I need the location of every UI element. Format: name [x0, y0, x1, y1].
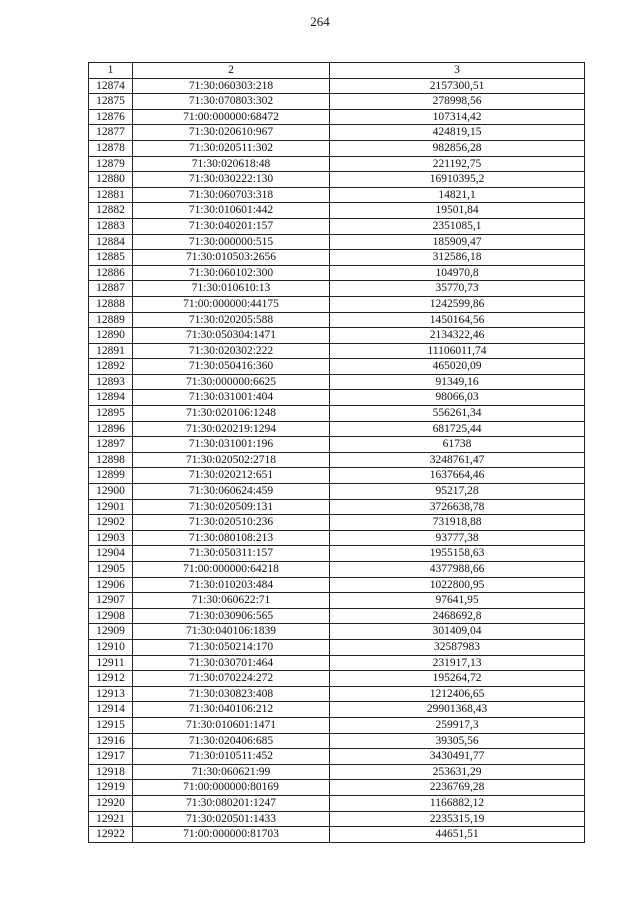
value-cell: 1450164,56 [330, 312, 585, 328]
table-row [89, 109, 585, 125]
row-number-cell: 12900 [89, 484, 133, 500]
table-row [89, 499, 585, 515]
row-number-cell: 12879 [89, 156, 133, 172]
table-row [89, 468, 585, 484]
value-cell: 301409,04 [330, 624, 585, 640]
row-number-cell: 12913 [89, 686, 133, 702]
cadastral-number-cell: 71:30:000000:515 [133, 234, 330, 250]
row-number-cell: 12875 [89, 94, 133, 110]
value-cell: 3430491,77 [330, 749, 585, 765]
row-number-cell: 12894 [89, 390, 133, 406]
cadastral-number-cell: 71:30:040106:1839 [133, 624, 330, 640]
row-number-cell: 12909 [89, 624, 133, 640]
cadastral-number-cell: 71:30:031001:196 [133, 437, 330, 453]
table-row [89, 686, 585, 702]
cadastral-number-cell: 71:30:030222:130 [133, 172, 330, 188]
cadastral-number-cell: 71:30:030701:464 [133, 655, 330, 671]
table-row [89, 593, 585, 609]
cadastral-number-cell: 71:30:070803:302 [133, 94, 330, 110]
table-row [89, 624, 585, 640]
column-header-cadastral-number: 2 [133, 63, 330, 79]
cadastral-number-cell: 71:00:000000:80169 [133, 780, 330, 796]
table-row [89, 717, 585, 733]
value-cell: 2351085,1 [330, 218, 585, 234]
table-row [89, 702, 585, 718]
row-number-cell: 12895 [89, 406, 133, 422]
value-cell: 731918,88 [330, 515, 585, 531]
row-number-cell: 12896 [89, 421, 133, 437]
cadastral-number-cell: 71:30:060621:99 [133, 764, 330, 780]
cadastral-number-cell: 71:30:060624:459 [133, 484, 330, 500]
value-cell: 16910395,2 [330, 172, 585, 188]
table-row [89, 577, 585, 593]
value-cell: 1637664,46 [330, 468, 585, 484]
value-cell: 1166882,12 [330, 795, 585, 811]
value-cell: 14821,1 [330, 187, 585, 203]
row-number-cell: 12920 [89, 795, 133, 811]
value-cell: 253631,29 [330, 764, 585, 780]
value-cell: 93777,38 [330, 530, 585, 546]
table-row [89, 811, 585, 827]
value-cell: 231917,13 [330, 655, 585, 671]
cadastral-value-table [88, 62, 585, 843]
cadastral-number-cell: 71:30:010610:13 [133, 281, 330, 297]
row-number-cell: 12882 [89, 203, 133, 219]
cadastral-number-cell: 71:30:010203:484 [133, 577, 330, 593]
value-cell: 2236769,28 [330, 780, 585, 796]
value-cell: 3726638,78 [330, 499, 585, 515]
value-cell: 681725,44 [330, 421, 585, 437]
value-cell: 424819,15 [330, 125, 585, 141]
page-number: 264 [310, 14, 330, 29]
value-cell: 95217,28 [330, 484, 585, 500]
value-cell: 1242599,86 [330, 296, 585, 312]
value-cell: 259917,3 [330, 717, 585, 733]
table-row [89, 359, 585, 375]
table-row [89, 172, 585, 188]
row-number-cell: 12883 [89, 218, 133, 234]
cadastral-number-cell: 71:30:020205:588 [133, 312, 330, 328]
cadastral-number-cell: 71:30:010601:442 [133, 203, 330, 219]
value-cell: 2468692,8 [330, 608, 585, 624]
cadastral-number-cell: 71:30:060703:318 [133, 187, 330, 203]
value-cell: 97641,95 [330, 593, 585, 609]
row-number-cell: 12918 [89, 764, 133, 780]
value-cell: 1022800,95 [330, 577, 585, 593]
value-cell: 98066,03 [330, 390, 585, 406]
row-number-cell: 12889 [89, 312, 133, 328]
row-number-cell: 12885 [89, 250, 133, 266]
row-number-cell: 12914 [89, 702, 133, 718]
row-number-cell: 12892 [89, 359, 133, 375]
cadastral-number-cell: 71:30:020212:651 [133, 468, 330, 484]
row-number-cell: 12876 [89, 109, 133, 125]
row-number-cell: 12877 [89, 125, 133, 141]
table-row [89, 250, 585, 266]
row-number-cell: 12921 [89, 811, 133, 827]
table-row [89, 390, 585, 406]
value-cell: 44651,51 [330, 827, 585, 843]
cadastral-number-cell: 71:30:040106:212 [133, 702, 330, 718]
row-number-cell: 12898 [89, 452, 133, 468]
row-number-cell: 12910 [89, 639, 133, 655]
value-cell: 91349,16 [330, 374, 585, 390]
row-number-cell: 12902 [89, 515, 133, 531]
header-row [89, 63, 585, 79]
cadastral-number-cell: 71:30:020510:236 [133, 515, 330, 531]
row-number-cell: 12906 [89, 577, 133, 593]
table-row [89, 328, 585, 344]
cadastral-number-cell: 71:30:040201:157 [133, 218, 330, 234]
table-row [89, 218, 585, 234]
cadastral-number-cell: 71:30:080201:1247 [133, 795, 330, 811]
value-cell: 2157300,51 [330, 78, 585, 94]
cadastral-number-cell: 71:30:010601:1471 [133, 717, 330, 733]
value-cell: 221192,75 [330, 156, 585, 172]
cadastral-number-cell: 71:30:020511:302 [133, 140, 330, 156]
table-row [89, 608, 585, 624]
row-number-cell: 12905 [89, 562, 133, 578]
value-cell: 4377988,66 [330, 562, 585, 578]
value-cell: 29901368,43 [330, 702, 585, 718]
value-cell: 61738 [330, 437, 585, 453]
table-row [89, 749, 585, 765]
value-cell: 556261,34 [330, 406, 585, 422]
column-header-number: 1 [89, 63, 133, 79]
table-row [89, 374, 585, 390]
table-body [89, 78, 585, 842]
table-row [89, 234, 585, 250]
value-cell: 195264,72 [330, 671, 585, 687]
row-number-cell: 12899 [89, 468, 133, 484]
value-cell: 982856,28 [330, 140, 585, 156]
table-row [89, 156, 585, 172]
cadastral-number-cell: 71:30:020106:1248 [133, 406, 330, 422]
cadastral-number-cell: 71:30:050304:1471 [133, 328, 330, 344]
table-header [89, 63, 585, 79]
table-row [89, 733, 585, 749]
value-cell: 2134322,46 [330, 328, 585, 344]
row-number-cell: 12884 [89, 234, 133, 250]
row-number-cell: 12901 [89, 499, 133, 515]
cadastral-number-cell: 71:30:030906:565 [133, 608, 330, 624]
cadastral-number-cell: 71:30:020501:1433 [133, 811, 330, 827]
row-number-cell: 12911 [89, 655, 133, 671]
cadastral-number-cell: 71:30:020302:222 [133, 343, 330, 359]
row-number-cell: 12890 [89, 328, 133, 344]
table-row [89, 562, 585, 578]
table-row [89, 795, 585, 811]
cadastral-number-cell: 71:30:031001:404 [133, 390, 330, 406]
row-number-cell: 12916 [89, 733, 133, 749]
value-cell: 1955158,63 [330, 546, 585, 562]
cadastral-number-cell: 71:30:020219:1294 [133, 421, 330, 437]
cadastral-number-cell: 71:00:000000:81703 [133, 827, 330, 843]
table-row [89, 94, 585, 110]
cadastral-number-cell: 71:30:070224:272 [133, 671, 330, 687]
row-number-cell: 12878 [89, 140, 133, 156]
table-row [89, 655, 585, 671]
cadastral-number-cell: 71:30:060303:218 [133, 78, 330, 94]
row-number-cell: 12886 [89, 265, 133, 281]
row-number-cell: 12888 [89, 296, 133, 312]
table-row [89, 764, 585, 780]
row-number-cell: 12922 [89, 827, 133, 843]
table-row [89, 203, 585, 219]
cadastral-number-cell: 71:00:000000:64218 [133, 562, 330, 578]
table-row [89, 140, 585, 156]
cadastral-number-cell: 71:30:080108:213 [133, 530, 330, 546]
column-header-value: 3 [330, 63, 585, 79]
row-number-cell: 12908 [89, 608, 133, 624]
cadastral-number-cell: 71:30:020502:2718 [133, 452, 330, 468]
row-number-cell: 12897 [89, 437, 133, 453]
table-row [89, 780, 585, 796]
value-cell: 1212406,65 [330, 686, 585, 702]
table-row [89, 452, 585, 468]
table-row [89, 671, 585, 687]
cadastral-number-cell: 71:30:060622:71 [133, 593, 330, 609]
cadastral-number-cell: 71:30:020610:967 [133, 125, 330, 141]
value-cell: 185909,47 [330, 234, 585, 250]
table-row [89, 639, 585, 655]
table-row [89, 515, 585, 531]
value-cell: 19501,84 [330, 203, 585, 219]
table-row [89, 187, 585, 203]
row-number-cell: 12887 [89, 281, 133, 297]
value-cell: 465020,09 [330, 359, 585, 375]
table-row [89, 421, 585, 437]
cadastral-number-cell: 71:30:030823:408 [133, 686, 330, 702]
value-cell: 3248761,47 [330, 452, 585, 468]
value-cell: 2235315,19 [330, 811, 585, 827]
cadastral-number-cell: 71:30:020618:48 [133, 156, 330, 172]
cadastral-number-cell: 71:30:020406:685 [133, 733, 330, 749]
row-number-cell: 12891 [89, 343, 133, 359]
cadastral-number-cell: 71:30:020509:131 [133, 499, 330, 515]
value-cell: 278998,56 [330, 94, 585, 110]
row-number-cell: 12893 [89, 374, 133, 390]
value-cell: 32587983 [330, 639, 585, 655]
value-cell: 104970,8 [330, 265, 585, 281]
table-row [89, 406, 585, 422]
row-number-cell: 12874 [89, 78, 133, 94]
cadastral-number-cell: 71:00:000000:44175 [133, 296, 330, 312]
row-number-cell: 12880 [89, 172, 133, 188]
table-row [89, 530, 585, 546]
table-row [89, 484, 585, 500]
cadastral-number-cell: 71:30:060102:300 [133, 265, 330, 281]
row-number-cell: 12919 [89, 780, 133, 796]
cadastral-number-cell: 71:30:050311:157 [133, 546, 330, 562]
table-row [89, 296, 585, 312]
table-row [89, 265, 585, 281]
row-number-cell: 12907 [89, 593, 133, 609]
row-number-cell: 12881 [89, 187, 133, 203]
row-number-cell: 12917 [89, 749, 133, 765]
table-row [89, 546, 585, 562]
cadastral-number-cell: 71:30:050214:170 [133, 639, 330, 655]
value-cell: 107314,42 [330, 109, 585, 125]
table-row [89, 312, 585, 328]
table-row [89, 281, 585, 297]
value-cell: 39305,56 [330, 733, 585, 749]
cadastral-number-cell: 71:30:050416:360 [133, 359, 330, 375]
cadastral-number-cell: 71:30:010511:452 [133, 749, 330, 765]
table-row [89, 343, 585, 359]
row-number-cell: 12915 [89, 717, 133, 733]
value-cell: 312586,18 [330, 250, 585, 266]
row-number-cell: 12903 [89, 530, 133, 546]
table-row [89, 78, 585, 94]
value-cell: 11106011,74 [330, 343, 585, 359]
cadastral-number-cell: 71:00:000000:68472 [133, 109, 330, 125]
row-number-cell: 12912 [89, 671, 133, 687]
table-row [89, 437, 585, 453]
value-cell: 35770,73 [330, 281, 585, 297]
cadastral-number-cell: 71:30:000000:6625 [133, 374, 330, 390]
table-row [89, 125, 585, 141]
row-number-cell: 12904 [89, 546, 133, 562]
table-row [89, 827, 585, 843]
cadastral-number-cell: 71:30:010503:2656 [133, 250, 330, 266]
